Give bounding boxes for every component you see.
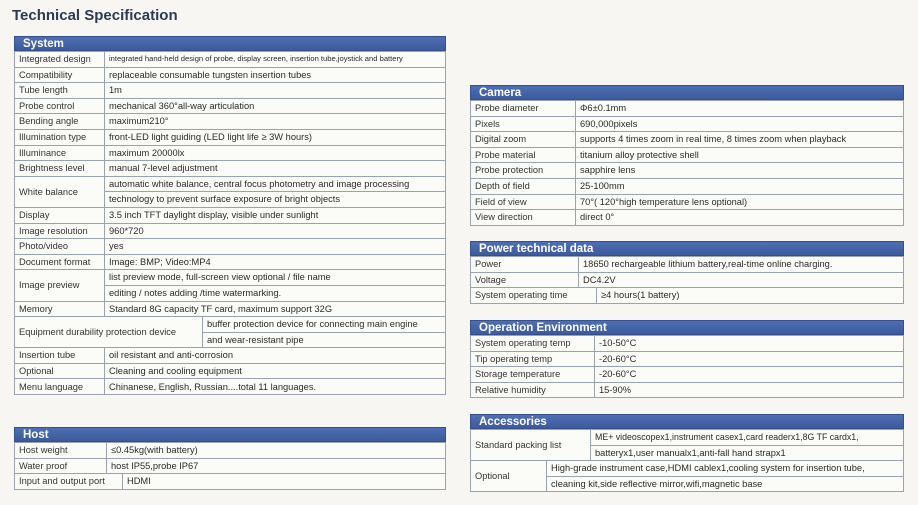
spec-key: Tube length — [15, 83, 105, 99]
table-row — [15, 348, 446, 364]
page-title: Technical Specification — [12, 7, 178, 24]
table-row — [15, 161, 446, 177]
spec-key: Probe protection — [471, 163, 576, 179]
table-row — [15, 474, 446, 490]
spec-key: System operating temp — [471, 336, 595, 352]
spec-value: automatic white balance, central focus photometry and image processing — [105, 176, 446, 192]
spec-value: 70°( 120°high temperature lens optional) — [576, 194, 904, 210]
spec-key: Input and output port — [15, 474, 123, 490]
spec-key: Optional — [471, 461, 547, 492]
table-row — [471, 210, 904, 226]
table-row — [471, 382, 904, 398]
system-table — [14, 51, 446, 395]
spec-value: titanium alloy protective shell — [576, 147, 904, 163]
spec-key: Voltage — [471, 272, 579, 288]
spec-value: 25-100mm — [576, 178, 904, 194]
table-row — [15, 145, 446, 161]
spec-key: Memory — [15, 301, 105, 317]
spec-key: Host weight — [15, 443, 107, 459]
spec-key: Insertion tube — [15, 348, 105, 364]
spec-key: Equipment durability protection device — [15, 317, 203, 348]
table-row — [15, 114, 446, 130]
system-panel — [14, 36, 446, 395]
spec-key: Document format — [15, 254, 105, 270]
spec-value: integrated hand-held design of probe, display screen, insertion tube,joystick and battery — [105, 52, 446, 68]
table-row — [471, 272, 904, 288]
table-row — [15, 458, 446, 474]
table-row — [15, 129, 446, 145]
table-row — [15, 443, 446, 459]
spec-key: Illuminance — [15, 145, 105, 161]
spec-key: Probe diameter — [471, 101, 576, 117]
spec-value: front-LED light guiding (LED light life ≥ 3W hours) — [105, 129, 446, 145]
spec-key: Standard packing list — [471, 430, 591, 461]
spec-value: Φ6±0.1mm — [576, 101, 904, 117]
spec-value: DC4.2V — [579, 272, 904, 288]
spec-key: Storage temperature — [471, 367, 595, 383]
table-row — [471, 336, 904, 352]
host-panel-header: Host — [14, 427, 446, 442]
table-row — [471, 132, 904, 148]
spec-value: Cleaning and cooling equipment — [105, 363, 446, 379]
table-row — [471, 163, 904, 179]
spec-value: 15-90% — [595, 382, 904, 398]
table-row — [471, 178, 904, 194]
spec-key: Illumination type — [15, 129, 105, 145]
spec-value: -20-60°C — [595, 351, 904, 367]
spec-value: ≤0.45kg(with battery) — [107, 443, 446, 459]
spec-value: High-grade instrument case,HDMI cablex1,cooling system for insertion tube, — [547, 461, 904, 477]
spec-value: Standard 8G capacity TF card, maximum support 32G — [105, 301, 446, 317]
spec-value: mechanical 360°all-way articulation — [105, 98, 446, 114]
spec-value: -10-50°C — [595, 336, 904, 352]
spec-value: supports 4 times zoom in real time, 8 times zoom when playback — [576, 132, 904, 148]
accessories-panel — [470, 414, 904, 492]
spec-value: maximum210° — [105, 114, 446, 130]
table-row — [471, 461, 904, 477]
spec-value: batteryx1,user manualx1,anti-fall hand strapx1 — [591, 445, 904, 461]
table-row — [471, 194, 904, 210]
table-row — [15, 98, 446, 114]
table-row — [15, 52, 446, 68]
spec-value: 960*720 — [105, 223, 446, 239]
spec-key: System operating time — [471, 288, 597, 304]
camera-table — [470, 100, 904, 226]
spec-key: Image preview — [15, 270, 105, 301]
spec-value: buffer protection device for connecting main engine — [203, 317, 446, 333]
spec-value: ME+ videoscopex1,instrument casex1,card readerx1,8G TF cardx1, — [591, 430, 904, 446]
spec-key: Compatibility — [15, 67, 105, 83]
accessories-table — [470, 429, 904, 492]
spec-value: Image: BMP; Video:MP4 — [105, 254, 446, 270]
spec-value: editing / notes adding /time watermarking. — [105, 285, 446, 301]
table-row — [471, 257, 904, 273]
spec-key: Bending angle — [15, 114, 105, 130]
spec-key: Field of view — [471, 194, 576, 210]
power-panel — [470, 241, 904, 304]
spec-value: maximum 20000lx — [105, 145, 446, 161]
spec-value: 690,000pixels — [576, 116, 904, 132]
spec-key: Optional — [15, 363, 105, 379]
spec-value: yes — [105, 239, 446, 255]
table-row — [471, 147, 904, 163]
spec-value: direct 0° — [576, 210, 904, 226]
spec-key: View direction — [471, 210, 576, 226]
camera-panel — [470, 85, 904, 226]
table-row — [15, 176, 446, 192]
power-table — [470, 256, 904, 304]
spec-value: and wear-resistant pipe — [203, 332, 446, 348]
spec-value: HDMI — [123, 474, 446, 490]
spec-key: Probe control — [15, 98, 105, 114]
spec-key: Image resolution — [15, 223, 105, 239]
spec-value: ≥4 hours(1 battery) — [597, 288, 904, 304]
spec-value: list preview mode, full-screen view optional / file name — [105, 270, 446, 286]
spec-key: Depth of field — [471, 178, 576, 194]
table-row — [15, 379, 446, 395]
spec-key: Pixels — [471, 116, 576, 132]
table-row — [15, 270, 446, 286]
environment-panel-header: Operation Environment — [470, 320, 904, 335]
spec-key: Power — [471, 257, 579, 273]
camera-panel-header: Camera — [470, 85, 904, 100]
spec-key: Tip operating temp — [471, 351, 595, 367]
table-row — [15, 317, 446, 333]
spec-value: Chinanese, English, Russian....total 11 languages. — [105, 379, 446, 395]
spec-key: Brightness level — [15, 161, 105, 177]
table-row — [15, 67, 446, 83]
table-row — [15, 363, 446, 379]
spec-value: sapphire lens — [576, 163, 904, 179]
spec-value: 3.5 inch TFT daylight display, visible under sunlight — [105, 207, 446, 223]
table-row — [471, 288, 904, 304]
table-row — [15, 223, 446, 239]
table-row — [15, 254, 446, 270]
accessories-panel-header: Accessories — [470, 414, 904, 429]
spec-value: replaceable consumable tungsten insertion tubes — [105, 67, 446, 83]
spec-key: Relative humidity — [471, 382, 595, 398]
table-row — [15, 239, 446, 255]
spec-key: Display — [15, 207, 105, 223]
spec-value: oil resistant and anti-corrosion — [105, 348, 446, 364]
table-row — [15, 301, 446, 317]
spec-value: 18650 rechargeable lithium battery,real-time online charging. — [579, 257, 904, 273]
spec-value: host IP55,probe IP67 — [107, 458, 446, 474]
table-row — [471, 367, 904, 383]
table-row — [15, 83, 446, 99]
spec-value: manual 7-level adjustment — [105, 161, 446, 177]
spec-key: White balance — [15, 176, 105, 207]
table-row — [15, 207, 446, 223]
environment-panel — [470, 320, 904, 398]
spec-key: Menu language — [15, 379, 105, 395]
spec-key: Digital zoom — [471, 132, 576, 148]
spec-key: Integrated design — [15, 52, 105, 68]
environment-table — [470, 335, 904, 398]
system-panel-header: System — [14, 36, 446, 51]
spec-key: Photo/video — [15, 239, 105, 255]
host-panel — [14, 427, 446, 490]
table-row — [471, 430, 904, 446]
spec-value: -20-60°C — [595, 367, 904, 383]
table-row — [471, 351, 904, 367]
table-row — [471, 116, 904, 132]
power-panel-header: Power technical data — [470, 241, 904, 256]
spec-value: technology to prevent surface exposure of bright objects — [105, 192, 446, 208]
spec-key: Water proof — [15, 458, 107, 474]
spec-value: cleaning kit,side reflective mirror,wifi,magnetic base — [547, 476, 904, 492]
spec-value: 1m — [105, 83, 446, 99]
spec-key: Probe material — [471, 147, 576, 163]
host-table — [14, 442, 446, 490]
table-row — [471, 101, 904, 117]
